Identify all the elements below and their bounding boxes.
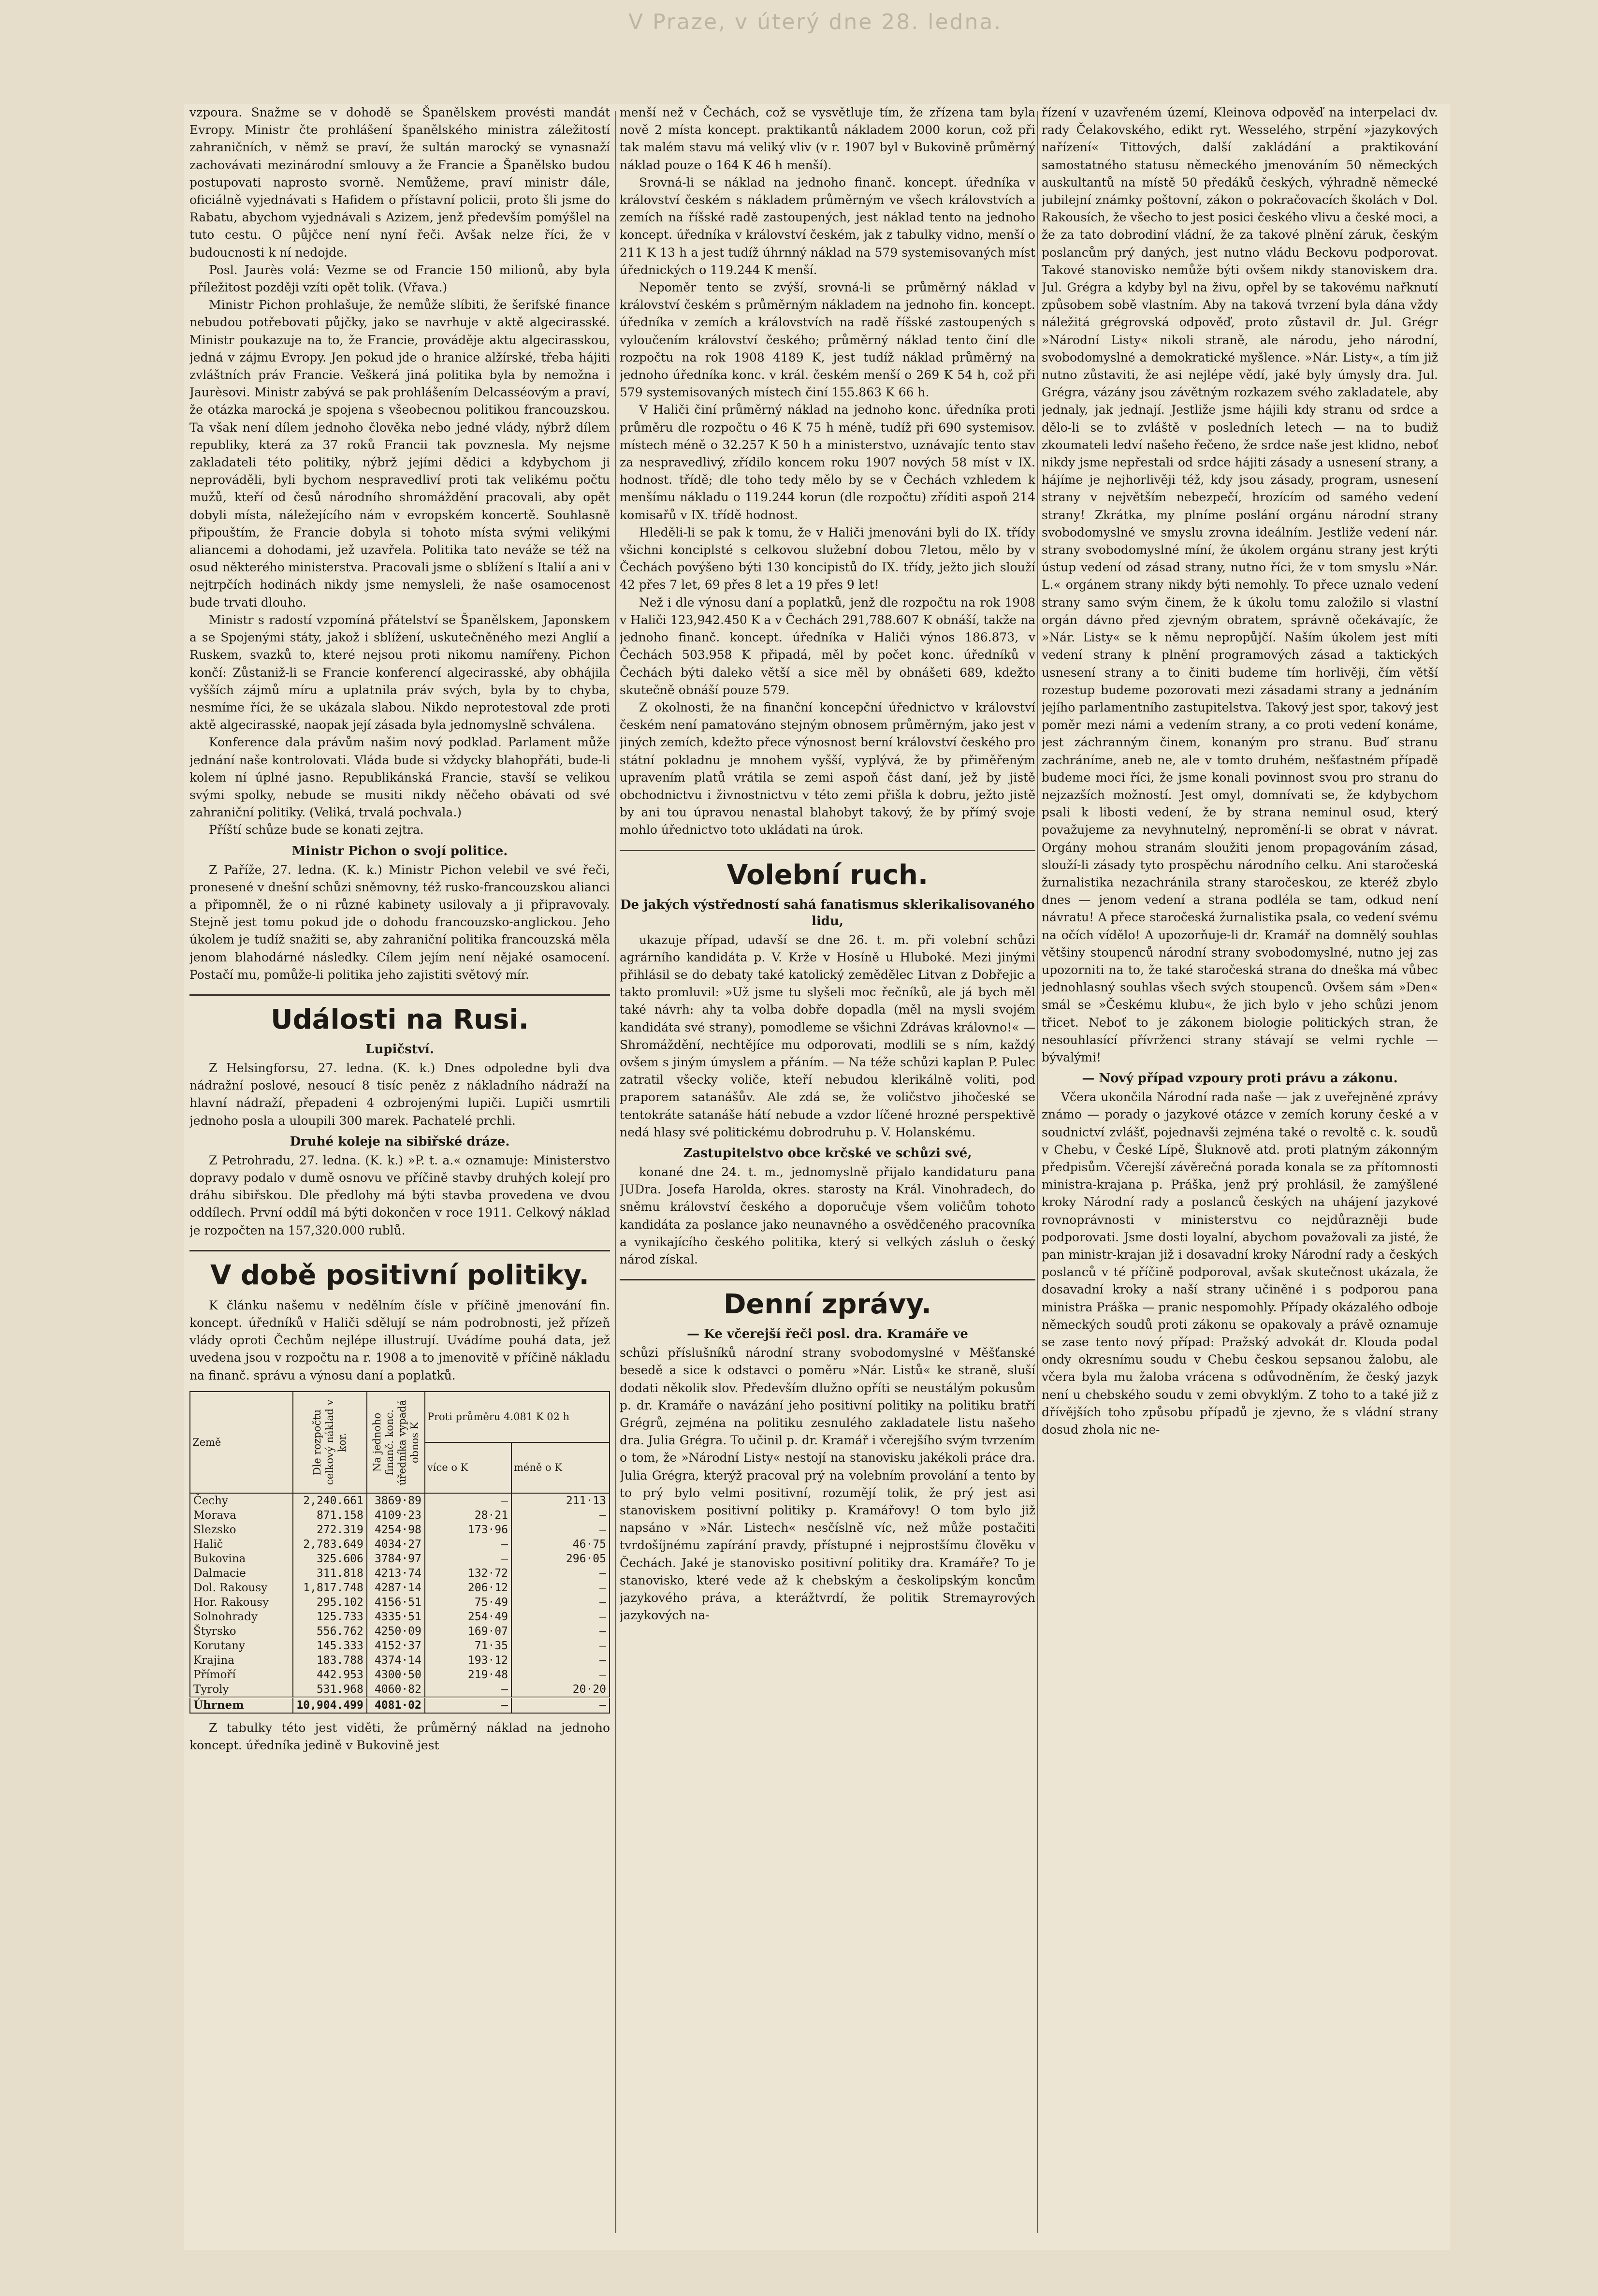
article-paragraph: V Haliči činí průměrný náklad na jednoho konc. úředníka proti průměru dle rozpočtu o 46 K 75 h méně, tudíž při 690 systemisov. místech méně o 32.257 K 50 h a ministerstvo, uznávajíc tento stav za nespravedlivý, zřídilo koncem roku 1907 nových 58 míst v IX. hodnost. třídě; dle toho tedy mělo by se v Čechách vzhledem k menšímu nákladu o 119.244 korun (dle rozpočtu) zříditi aspoň 214 komisařů v IX. třídě hodnost. <box>620 403 1035 522</box>
article-paragraph: Konference dala právům našim nový podklad. Parlament může jednání naše kontrolovati. Vláda bude si vždycky blahopřáti, bude-li kolem ní úplné jasno. Republikánská Francie, stavší se velikou svými spolky, nebude se musiti nikdy něčeho obávati od své zahraniční politiky. (Veliká, trvalá pochvala.) <box>189 735 610 820</box>
table-row <box>190 1624 610 1639</box>
table-total-row <box>190 1697 610 1713</box>
running-head: V Praze, v úterý dne 28. ledna. <box>628 10 1002 34</box>
table-header-rozpocet: Dle rozpočtu celkový náklad v kor. <box>293 1392 366 1493</box>
table-header-proti-prumeru: Proti průměru 4.081 K 02 h <box>425 1392 610 1442</box>
table-cell: — <box>511 1697 610 1713</box>
table-cell: 311.818 <box>293 1566 366 1581</box>
table-cell: Čechy <box>190 1493 293 1508</box>
table-row <box>190 1552 610 1566</box>
table-row <box>190 1537 610 1552</box>
table-row <box>190 1610 610 1624</box>
article-paragraph: menší než v Čechách, což se vysvětluje tím, že zřízena tam byla nově 2 místa koncept. praktikantů nákladem 2000 korun, což při tak malém stavu má veliký vliv (v r. 1907 byl v Bukovině průměrný náklad pouze o 164 K 46 h menší). <box>620 105 1035 172</box>
subheading-sibirska-draha: Druhé koleje na sibiřské dráze. <box>290 1134 510 1149</box>
article-paragraph: vzpoura. Snažme se v dohodě se Španělskem provésti mandát Evropy. Ministr čte prohlášení španělského ministra záležitostí zahraničních, v němž se praví, že sultán marocký se vynasnaží zachovávati mezinárodní smlouvy a že Francie a Španělsko budou postupovati naprosto svorně. Nemůžeme, praví ministr dále, oficiálně vyjednávati s Hafidem o přístavní policii, proto šli jsme do Rabatu, abychom vyjednávali s Azizem, jenž především pomýšlel na tuto cestu. O půjčce není nyní řeči. Avšak nelze říci, že v budoucnosti k ní nedojde. <box>189 105 610 260</box>
subheading-novy-pripad: — Nový případ vzpoury proti právu a zákonu. <box>1082 1071 1398 1086</box>
table-cell: Hor. Rakousy <box>190 1595 293 1610</box>
table-cell: — <box>425 1493 511 1508</box>
table-cell: — <box>511 1508 610 1523</box>
table-row <box>190 1581 610 1595</box>
table-cell: 556.762 <box>293 1624 366 1639</box>
table-cell: 325.606 <box>293 1552 366 1566</box>
table-row <box>190 1639 610 1653</box>
table-cell: 75·49 <box>425 1595 511 1610</box>
table-row <box>190 1566 610 1581</box>
article-paragraph: Ministr Pichon prohlašuje, že nemůže slíbiti, že šerifské finance nebudou potřebovati půjčky, jako se navrhuje v aktě algecirasské. Ministr poukazuje na to, že Francie, prováděje aktu algecirasskou, jedná v zájmu Evropy. Jen pokud jde o hranice alžírské, třeba hájiti zvláštních práv Francie. Veškerá jiná politika byla by nemožna i Jaurèsovi. Ministr zabývá se pak prohlášením Delcasséovým a praví, že otázka marocká je spojena s všeobecnou politikou francouzskou. Ta však není dílem jednoho člověka nebo jedné vlády, nýbrž dílem republiky, která za 37 roků Francii tak povznesla. My nejsme zakladateli této politiky, nýbrž jejími dědici a kdybychom ji neprováděli, byli bychom nespravedliví proti tak velikému počtu mužů, kteří od česů národního shromáždění pracovali, aby opět dobyli místa, náležejícího nám v evropském koncertě. Souhlasně připouštím, že Francie dobyla si tohoto místa svými velikými aliancemi a dohodami, jež uzavřela. Politika tato neváže se též na osud některého ministerstva. Pracovali jsme o sblížení s Italií a ani v nejtrpčích hodinách nikdy jsme nemysleli, že naše osamocenost bude trvati dlouho. <box>189 298 610 610</box>
article-paragraph: Nepoměr tento se zvýší, srovná-li se průměrný náklad v království českém s průměrným nákladem na jednoho fin. koncept. úředníka v zemích a královstvích na radě říšské zastoupených s vyloučením království českého; průměrný náklad tento činí dle rozpočtu na rok 1908 4189 K, jest tudíž náklad průměrný na jednoho úředníka konc. v král. českém menší o 269 K 54 h, což při 579 systemisovaných místech činí 155.863 K 66 h. <box>620 280 1035 400</box>
article-paragraph: Z Petrohradu, 27. ledna. (K. k.) »P. t. a.« oznamuje: Ministerstvo dopravy podalo v dumě osnovu ve příčině stavby druhých kolejí pro dráhu sibiřskou. Dle předlohy má býti stavba provedena ve dvou oddílech. První oddíl má býti dokončen v roce 1911. Celkový náklad je rozpočten na 157,320.000 rublů. <box>189 1153 610 1237</box>
article-paragraph: schůzi příslušníků národní strany svobodomyslné v Měšťanské besedě a sice k odstavci o poměru »Nár. Listů« ke straně, sluší dodati několik slov. Především dlužno opříti se neustálým pokusům p. dr. Kramáře o navázání jeho positivní politiky na politiku bratří Grégrů, zejména na politiku zesnulého zakladatele listu našeho dra. Julia Grégra. To učinil p. dr. Kramář i včerejšího svým tvrzením o tom, že »Národní Listy« nestojí na stanovisku jakékoli práce dra. Julia Grégra, kterýž pracoval prý na volebním provolání a tento by to prý bylo velmi positivní, rozumějí tolik, že prý jest asi stanoviskem positivní politiky p. Kramářovy! O tom bylo již napsáno v »Nár. Listech« nesčíslně víc, než může postačiti tvrdošíjnému zapírání pravdy, přístupné i nejprostšímu člověku v Čechách. Jaké je stanovisko positivní politiky dra. Kramáře? To je stanovisko, které vede až k chebským a českolipským koncům jazykového práva, a kterážtvrdí, že politik Stremayrových jazykových na- <box>620 1346 1035 1623</box>
table-cell: 442.953 <box>293 1668 366 1682</box>
article-paragraph: K článku našemu v nedělním čísle v příčině jmenování fin. koncept. úředníků v Haliči sdělují se nám podrobnosti, jež přízeň vlády oproti Čechům nejlépe illustrují. Uvádíme pouhá data, jež uvedena jsou v rozpočtu na r. 1908 a to jmenovitě v příčině nákladu na finanč. správu a výnosu daní a poplatků. <box>189 1298 610 1382</box>
section-heading-positivni-politika: V době positivní politiky. <box>189 1250 610 1291</box>
table-cell: 169·07 <box>425 1624 511 1639</box>
article-paragraph: Z okolnosti, že na finanční koncepční úřednictvo v království českém není pamatováno stejným obnosem průměrným, jako jest v jiných zemích, kdežto přece výnosnost berní království českého pro státní pokladnu je mnohem vyšší, vyplývá, že by přiměřeným upravením platů vrátila se zemi aspoň část daní, jež by jistě obchodnictvu i živnostnictvu v této zemi přišla k dobru, ježto jistě by ani tou úpravou nenastal blahobyt takový, že by přímý svoje mohlo úřednictvo toto ukládati na úrok. <box>620 700 1035 837</box>
table-cell: — <box>511 1610 610 1624</box>
table-cell: 4081·02 <box>367 1697 425 1713</box>
table-row <box>190 1668 610 1682</box>
article-paragraph: Ministr s radostí vzpomíná přátelství se Španělskem, Japonskem a se Spojenými státy, jakož i sblížení, uskutečněného mezi Anglií a Ruskem, svazků to, které nejsou proti nikomu namířeny. Pichon končí: Zůstaniž-li se Francie konferencí algecirasské, aby obhájila vyšších zájmů míru a uplatnila práv svých, byla by to chyba, nesmíme říci, že se ukázala slabou. Nikdo neprotestoval zde proti aktě algecirasské, naopak její zásada byla jednomyslně schválena. <box>189 612 610 732</box>
table-cell: — <box>425 1537 511 1552</box>
column-2 <box>620 104 1035 2240</box>
table-header-zeme: Země <box>190 1392 293 1493</box>
table-cell: 4254·98 <box>367 1523 425 1537</box>
table-cell: Slezsko <box>190 1523 293 1537</box>
table-body <box>190 1493 610 1713</box>
table-cell: 132·72 <box>425 1566 511 1581</box>
table-cell: Halič <box>190 1537 293 1552</box>
table-cell: 4250·09 <box>367 1624 425 1639</box>
table-header-vice: více o K <box>425 1442 511 1493</box>
table-cell: Krajina <box>190 1653 293 1668</box>
table-row <box>190 1508 610 1523</box>
table-cell: 3784·97 <box>367 1552 425 1566</box>
table-cell: — <box>511 1668 610 1682</box>
table-cell: 28·21 <box>425 1508 511 1523</box>
table-cell: Přímoří <box>190 1668 293 1682</box>
article-paragraph: Než i dle výnosu daní a poplatků, jenž dle rozpočtu na rok 1908 v Haliči 123,942.450 K a v Čechách 291,788.607 K obnáší, takže na jednoho finanč. koncept. úředníka v Haliči výnos 186.873, v Čechách 503.958 K připadá, měl by počet konc. úředníků v Čechách býti daleko větší a sice měl by obnášeti 689, kdežto skutečně obnáší pouze 579. <box>620 595 1035 697</box>
table-row <box>190 1653 610 1668</box>
table-cell: — <box>511 1653 610 1668</box>
section-heading-volebni-ruch: Volební ruch. <box>620 850 1035 891</box>
table-cell: — <box>511 1624 610 1639</box>
article-paragraph: ukazuje případ, udavší se dne 26. t. m. při volební schůzi agrárního kandidáta p. V. Krže v Hosíně u Hluboké. Mezi jinými přihlásil se do debaty také katolický zemědělec Litvan z Dobřejic a takto promluvil: »Už jsme tu slyšeli moc řečníků, ale já bych měl také návrh: ahy ta volba dobře dopadla (měl na mysli svojém kandidáta své strany), pomodleme se všichni Zdrávas královno!« — Shromáždění, nechtějíce mu odporovati, modlili se s ním, každý ovšem s jiným úmyslem a přáním. — Na téže schůzi kaplan P. Pulec zatratil všecky voliče, kteří nebudou klerikálně voliti, pod praporem satanášův. Ale zdá se, že voličstvo jihočeské se tentokráte satanáše hátí nebude a vzdor líčené hrozné perspektivě nedá hlasy své politickému dobrodruhu p. V. Holanskému. <box>620 932 1035 1139</box>
table-header-mene: méně o K <box>511 1442 610 1493</box>
table-cell: Dalmacie <box>190 1566 293 1581</box>
table-cell: 296·05 <box>511 1552 610 1566</box>
table-cell: 4287·14 <box>367 1581 425 1595</box>
section-heading-denni-zpravy: Denní zprávy. <box>620 1279 1035 1320</box>
table-cell: 272.319 <box>293 1523 366 1537</box>
column-3 <box>1042 104 1438 2240</box>
table-cell: — <box>511 1523 610 1537</box>
subheading-fanatismus: De jakých výstředností sahá fanatismus sklerikalisovaného lidu, <box>620 897 1035 929</box>
article-paragraph: Z Paříže, 27. ledna. (K. k.) Ministr Pichon velebil ve své řeči, pronesené v dnešní schůzi sněmovny, též rusko-francouzskou alianci a připomněl, že o ni různé kabinety usilovaly a ji připravovaly. Stejně jest tomu pokud jde o dohodu francouzsko-anglickou. Jeho úkolem je tudíž snažiti se, aby zahraniční politika francouzská měla jenom blahodárné následky. Cílem jejím není nějaké osamocení. Postačí mu, pomůže-li politika jeho zajistiti světový mír. <box>189 862 610 982</box>
table-cell: — <box>425 1697 511 1713</box>
table-cell: — <box>425 1682 511 1698</box>
table-cell: 254·49 <box>425 1610 511 1624</box>
table-cell: 4335·51 <box>367 1610 425 1624</box>
column-1 <box>189 104 610 2240</box>
table-cell: — <box>511 1581 610 1595</box>
table-cell: 4152·37 <box>367 1639 425 1653</box>
subheading-lupicstvi: Lupičství. <box>365 1042 434 1057</box>
table-cell: 3869·89 <box>367 1493 425 1508</box>
table-header-na-jednoho: Na jednoho finanč. konc. úředníka vypadá obnos K <box>367 1392 425 1493</box>
subheading-pichon: Ministr Pichon o svojí politice. <box>291 843 508 858</box>
table-cell: Štyrsko <box>190 1624 293 1639</box>
table-cell: 219·48 <box>425 1668 511 1682</box>
article-paragraph: Z tabulky této jest viděti, že průměrný náklad na jednoho koncept. úředníka jedině v Bukovině jest <box>189 1720 610 1752</box>
table-cell: 183.788 <box>293 1653 366 1668</box>
table-cell: Úhrnem <box>190 1697 293 1713</box>
table-cell: 531.968 <box>293 1682 366 1698</box>
table-cell: 145.333 <box>293 1639 366 1653</box>
column-rule <box>615 111 616 2233</box>
article-paragraph: Srovná-li se náklad na jednoho finanč. koncept. úředníka v království českém s nákladem průměrným ve všech královstvích a zemích na říšské radě zastoupených, jest náklad tento na jednoho koncept. úředníka v království českém, jak z tabulky vidno, menší o 211 K 13 h a jest tudíž úhrnný náklad na 579 systemisovaných míst úřednických o 119.244 K menší. <box>620 175 1035 277</box>
table-cell: 46·75 <box>511 1537 610 1552</box>
article-paragraph: konané dne 24. t. m., jednomyslně přijalo kandidaturu pana JUDra. Josefa Harolda, okres. starosty na Král. Vinohradech, do sněmu království českého a doporučuje všem voličům tohoto kandidáta za poslance jako neunavného a osvědčeného pracovníka a vynikajícího českého politika, který si velkých zásluh o český národ získal. <box>620 1164 1035 1266</box>
article-paragraph: Posl. Jaurès volá: Vezme se od Francie 150 milionů, aby byla příležitost později vzíti opět tolik. (Vřava.) <box>189 262 610 295</box>
table-cell: 71·35 <box>425 1639 511 1653</box>
section-heading-rusi: Události na Rusi. <box>189 994 610 1035</box>
table-cell: 206·12 <box>425 1581 511 1595</box>
table-cell: 193·12 <box>425 1653 511 1668</box>
article-paragraph: řízení v uzavřeném území, Kleinova odpověď na interpelaci dv. rady Čelakovského, edikt ryt. Wesselého, strpění »jazykových nařízení« Tittových, další zakládání a praktikování samostatného statusu německého jmenováním 50 německých auskultantů na místě 50 předáků českých, výhradně německé jubilejní známky poštovní, zákon o pokračovacích školách v Dol. Rakousích, že všecho to jest posici českého vlivu a české moci, a že za tato dobrodiní vládní, že za takové plnění záruk, českým poslancům prý daných, jest nutno vládu Beckovu podporovat. Takové stanovisko nemůže býti ovšem nikdy stanoviskem dra. Jul. Grégra a kdyby byl na živu, opřel by se takovému nařknutí způsobem sobě vlastním. Aby na taková tvrzení byla dána vždy náležitá grégrovská odpověď, proto zůstavil dr. Jul. Grégr »Národní Listy« nikoli straně, ale národu, jeho národní, svobodomyslné a demokratické myšlence. »Nár. Listy«, a tím již nutno zůstaviti, že asi nejlépe vědí, jaké byly úmysly dra. Jul. Grégra, vázány jsou závětným rozkazem svého zakladatele, aby jednaly, jak jednají. Jestliže jsme hájili kdy stranu od srdce a dělo-li se to zvláště v posledních letech — na to budiž zkoumateli ledví našeho řečeno, že srdce naše jest klidno, neboť nikdy jsme nepřestali od srdce hájiti zásady a usnesení strany, a hájíme je nejhorlivěji též, kdy jsou zásady, program, usnesení strany v největším nebezpečí, hrozícím od samého vedení strany! Zkrátka, my plníme poslání orgánu národní strany svobodomyslné ve smyslu zrovna ideálním. Jestliže vedení nár. strany svobodomyslné míní, že úkolem orgánu strany jest krýti ústup vedení od zásad strany, nutno říci, že v tom smyslu »Nár. L.« orgánem strany nikdy býti nemohly. To přece uznalo vedení strany samo svým činem, že k úkolu tomu založilo si vlastní orgán dávno před zjevným obratem, správně očekávajíc, že »Nár. Listy« se k němu nepropůjčí. Naším úkolem jest míti vedení strany k plnění programových zásad a taktických usnesení strany a to činiti budeme tím horlivěji, čím větší rozestup budeme pozorovati mezi zásadami strany a jednáním jejího parlamentního zastupitelstva. Takový jest spor, takový jest poměr mezi námi a vedením strany, a co proti vedení konáme, jest záchranným činem, konaným pro stranu. Buď stranu zachráníme, aneb ne, ale v tomto druhém, nešťastném případě budeme moci říci, že jsme konali povinnost svou pro stranu do nejzazších možností. Jest omyl, domnívati se, že kdybychom psali k libosti vedení, že by strana neminul osud, který považujeme za nevyhnutelný, nepromění-li se obrat v návrat. Orgány mohou stranám sloužiti jenom propagováním zásad, slouží-li zásady tyto prospěchu národního celku. Ani staročeská žurnalistika nezachránila strany staročeskou, ze kteréž zbylo dnes — jenom vedení a strana podléla se tam, odkud není návratu! A přece staročeská žurnalistika psala, co vedení svému na očích vídělo! A upozorňuje-li dr. Kramář na domnělý souhlas většiny stoupenců národní strany svobodomyslné, nutno jej zas upozorniti na to, že také staročeská strana do dneška má vůbec jednohlasný souhlas všech svých stoupenců. Ovšem sám »Den« smál se »Českému klubu«, že jich bylo v jeho schůzi jenom třicet. Neboť to je zákonem biologie politických stran, že nesouhlasící přívrženci strany stávají se velmi rychle — bývalými! <box>1042 105 1438 1064</box>
table-cell: Dol. Rakousy <box>190 1581 293 1595</box>
table-cell: 10,904.499 <box>293 1697 366 1713</box>
article-paragraph: Hleděli-li se pak k tomu, že v Haliči jmenováni byli do IX. třídy všichni konciplsté s celkovou služební dobou 7letou, mělo by v Čechách povýšeno býti 130 koncipistů do IX. třídy, ježto jich slouží 42 přes 7 let, 69 přes 8 let a 19 přes 9 let! <box>620 525 1035 592</box>
table-cell: 211·13 <box>511 1493 610 1508</box>
table-cell: Tyroly <box>190 1682 293 1698</box>
table-cell: 2,783.649 <box>293 1537 366 1552</box>
table-row <box>190 1682 610 1698</box>
table-cell: — <box>511 1566 610 1581</box>
table-cell: — <box>511 1595 610 1610</box>
subheading-kramar: — Ke včerejší řeči posl. dra. Kramáře ve <box>687 1327 968 1342</box>
table-row <box>190 1523 610 1537</box>
table-cell: 20·20 <box>511 1682 610 1698</box>
table-cell: Bukovina <box>190 1552 293 1566</box>
table-cell: — <box>511 1639 610 1653</box>
table-cell: 4213·74 <box>367 1566 425 1581</box>
table-cell: 4109·23 <box>367 1508 425 1523</box>
table-cell: 295.102 <box>293 1595 366 1610</box>
table-cell: — <box>425 1552 511 1566</box>
table-cell: 2,240.661 <box>293 1493 366 1508</box>
article-paragraph: Včera ukončila Národní rada naše — jak z uveřejněné zprávy známo — porady o jazykové otázce v zemích koruny české a v soudnictví zvlášť, pojednavši zejména také o revoltě c. k. soudů v Chebu, v České Lípě, Šluknově atd. proti platným zákonným předpisům. Včerejší závěrečná porada konala se za přítomnosti ministra-krajana p. Práška, jenž prý prohlásil, že zamýšlené kroky Národní rady a poslanců českých na uhájení jazykové rovnoprávnosti v ministerstvu co nejdůrazněji bude podporovati. Jsme dosti loyalní, abychom považovali za jisté, že pan ministr-krajan již i dosavadní kroky Národní rady a českých poslanců v té příčině podporoval, avšak skutečnost ukázala, že dosavadní kroky a naší strany učiněné i s podporou pana ministra Práška — pranic nespomohly. Případy okázalého odboje německých soudů proti zákonu se opakovaly a právě oznamuje se zase tento nový případ: Pražský advokát dr. Klouda podal ondy okresnímu soudu v Chebu českou sepsanou žalobu, ale včera byla mu žaloba vrácena s odůvodněním, že český jazyk není u chebského soudu v zemi obvyklým. Z toho to a také již z dřívějších toho způsobu případů je zjevno, že s vládní strany dosud zhola nic ne- <box>1042 1090 1438 1437</box>
table-cell: 1,817.748 <box>293 1581 366 1595</box>
article-paragraph: Z Helsingforsu, 27. ledna. (K. k.) Dnes odpoledne byli dva nádražní poslové, nesoucí 8 tisíc peněz z nákladního nádraží na hlavní nádraží, přepadeni 4 ozbrojenými lupiči. Lupiči usmrtili jednoho posla a uloupili 300 marek. Pachatelé prchli. <box>189 1061 610 1128</box>
subheading-zastupitelstvo: Zastupitelstvo obce krčské ve schůzi své, <box>683 1146 972 1161</box>
table-cell: Korutany <box>190 1639 293 1653</box>
table-cell: Solnohrady <box>190 1610 293 1624</box>
article-paragraph: Příští schůze bude se konati zejtra. <box>209 823 424 837</box>
table-cell: 125.733 <box>293 1610 366 1624</box>
table-cell: 4374·14 <box>367 1653 425 1668</box>
budget-table <box>189 1391 610 1714</box>
table-cell: 4060·82 <box>367 1682 425 1698</box>
table-cell: 4156·51 <box>367 1595 425 1610</box>
table-row <box>190 1595 610 1610</box>
table-cell: 871.158 <box>293 1508 366 1523</box>
table-cell: Morava <box>190 1508 293 1523</box>
table-row <box>190 1493 610 1508</box>
table-cell: 4300·50 <box>367 1668 425 1682</box>
column-rule <box>1037 111 1038 2233</box>
table-cell: 4034·27 <box>367 1537 425 1552</box>
table-cell: 173·96 <box>425 1523 511 1537</box>
